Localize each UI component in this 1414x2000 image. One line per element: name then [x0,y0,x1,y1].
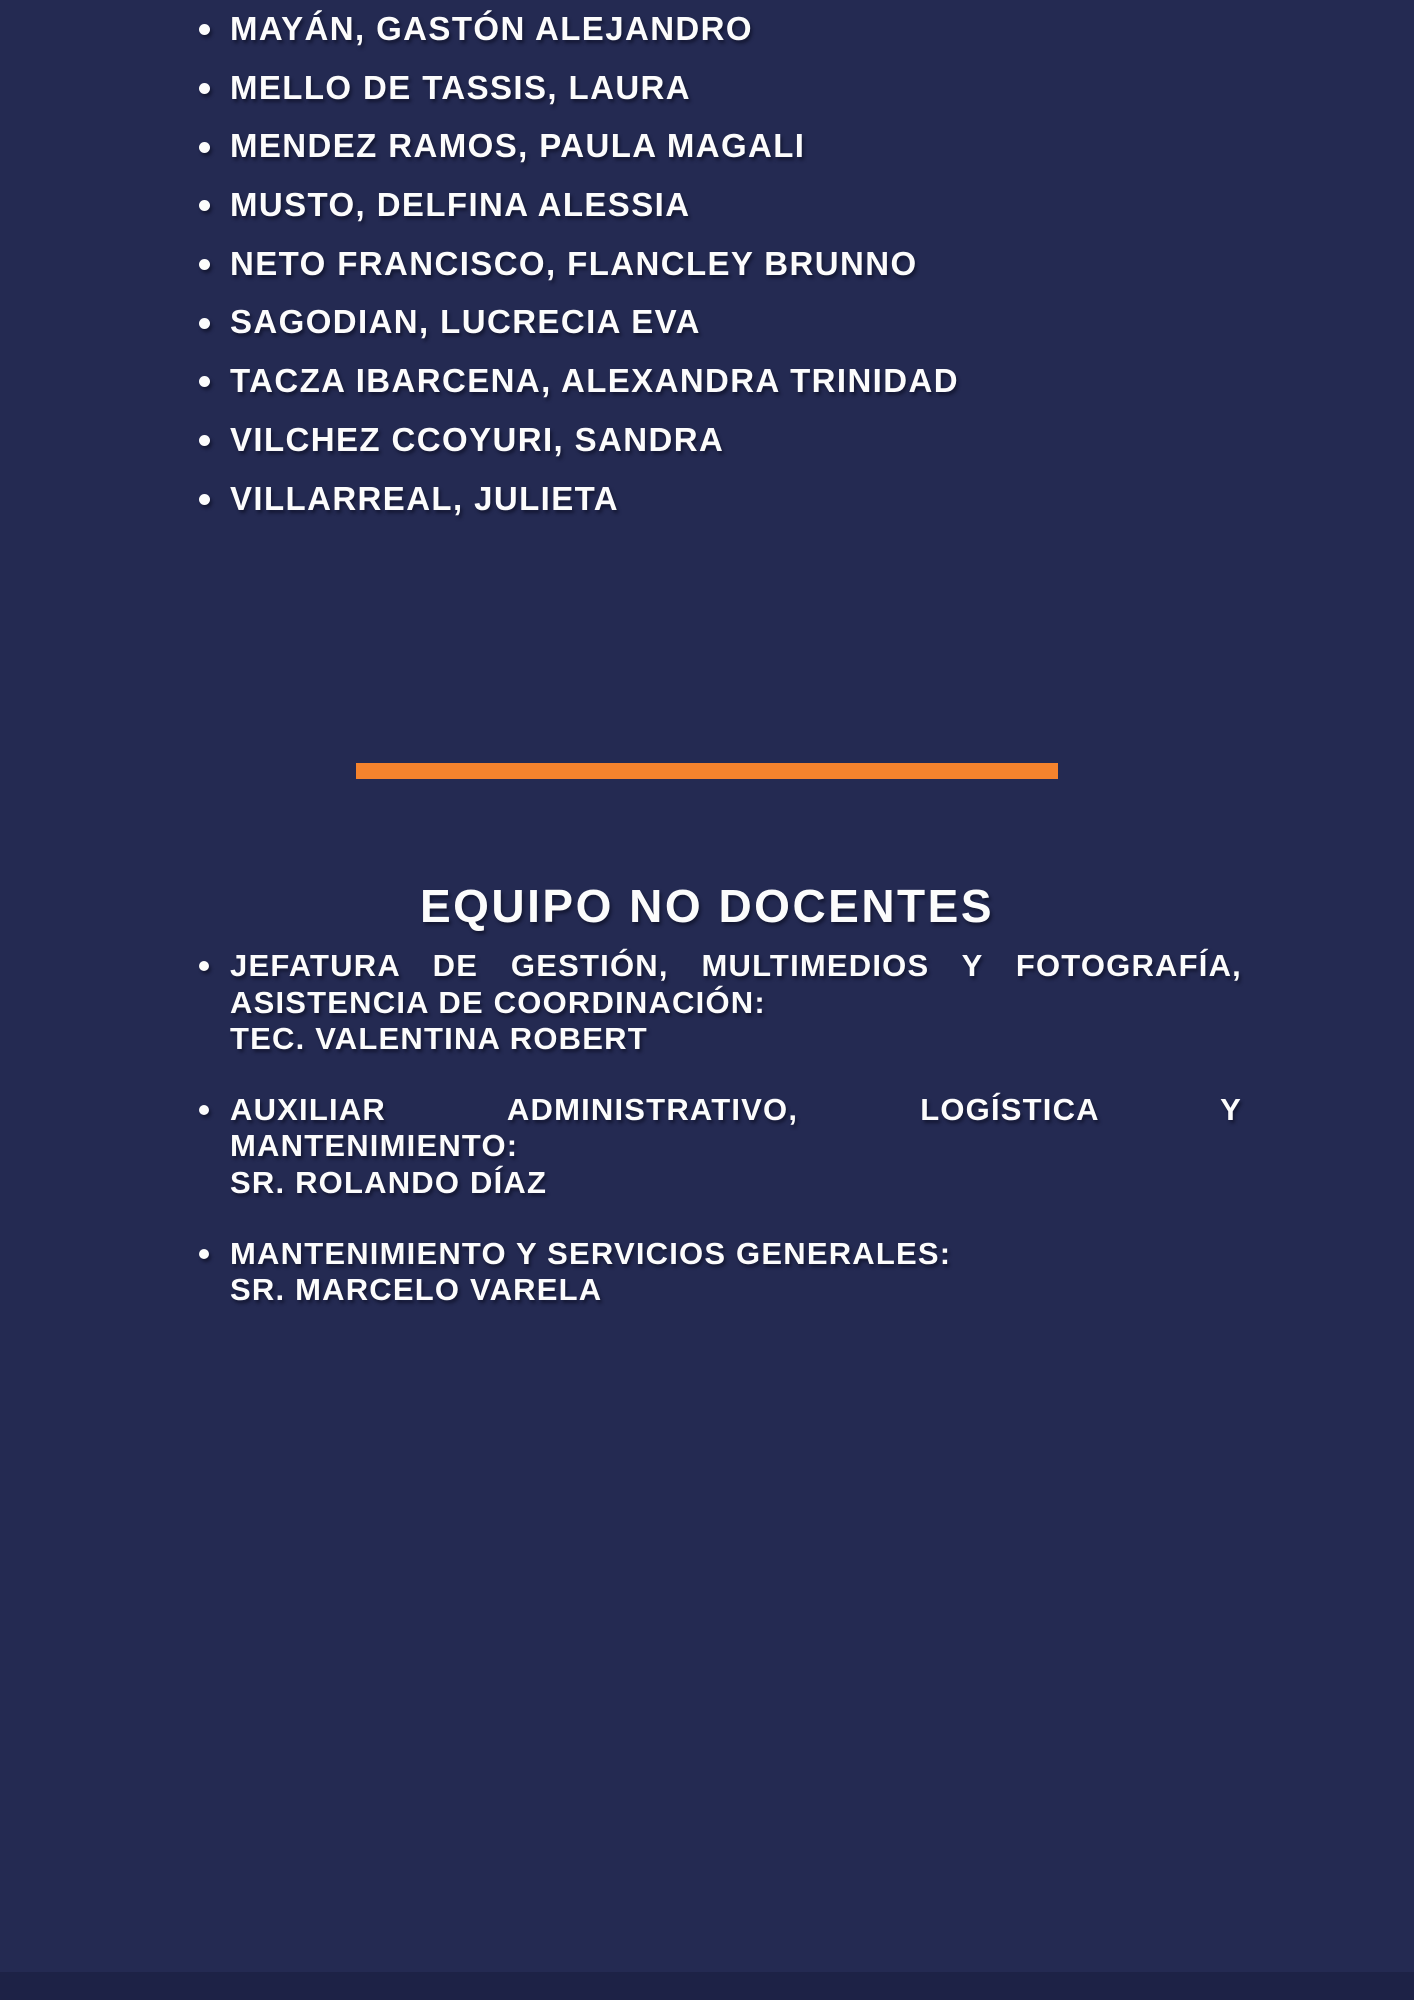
bullet-dot-icon [199,435,210,446]
list-item-line: MANTENIMIENTO Y SERVICIOS GENERALES: [230,1235,952,1271]
list-item [230,59,1250,118]
list-item [230,235,1250,294]
list-item-line: SR. ROLANDO DÍAZ [230,1164,548,1200]
divider-bar [356,763,1058,779]
roster-list [230,0,1250,528]
staff-list [230,948,1242,1343]
list-item-label: SAGODIAN, LUCRECIA EVA [230,303,701,341]
bullet-dot-icon [199,83,210,94]
list-item-label: MENDEZ RAMOS, PAULA MAGALI [230,127,806,165]
bullet-dot-icon [199,961,209,971]
list-item [230,352,1250,411]
list-item-line: TEC. VALENTINA ROBERT [230,1021,648,1057]
list-item [230,470,1250,529]
bullet-dot-icon [199,376,210,387]
footer-band [0,1972,1414,2000]
bullet-dot-icon [199,259,210,270]
list-item-line: SR. MARCELO VARELA [230,1272,603,1308]
list-item [230,176,1250,235]
bullet-dot-icon [199,494,210,505]
list-item-label: MELLO DE TASSIS, LAURA [230,68,692,106]
list-item-line: JEFATURA DE GESTIÓN, MULTIMEDIOS Y FOTOGRAFÍA, [230,948,1242,983]
list-item-label: MAYÁN, GASTÓN ALEJANDRO [230,10,753,47]
bullet-dot-icon [199,24,210,35]
list-item-line: ASISTENCIA DE COORDINACIÓN: [230,984,766,1020]
section-title: EQUIPO NO DOCENTES [419,879,995,932]
list-item-label: MUSTO, DELFINA ALESSIA [230,186,691,224]
bullet-dot-icon [199,1249,209,1259]
list-item-label: NETO FRANCISCO, FLANCLEY BRUNNO [230,244,918,282]
bullet-dot-icon [199,142,210,153]
list-item-line: MANTENIMIENTO: [230,1128,519,1164]
list-item-label: VILLARREAL, JULIETA [230,479,619,517]
list-item-label: TACZA IBARCENA, ALEXANDRA TRINIDAD [230,362,959,400]
list-item-label: VILCHEZ CCOYURI, SANDRA [230,420,725,458]
list-item [230,1092,1242,1202]
list-item [230,293,1250,352]
list-item [230,948,1242,1058]
list-item [230,411,1250,470]
list-item [230,117,1250,176]
bullet-dot-icon [199,200,210,211]
list-item [230,1236,1242,1309]
bullet-dot-icon [199,318,210,329]
list-item [230,0,1250,59]
list-item-line: AUXILIAR ADMINISTRATIVO, LOGÍSTICA Y [230,1091,1242,1127]
bullet-dot-icon [199,1105,209,1115]
